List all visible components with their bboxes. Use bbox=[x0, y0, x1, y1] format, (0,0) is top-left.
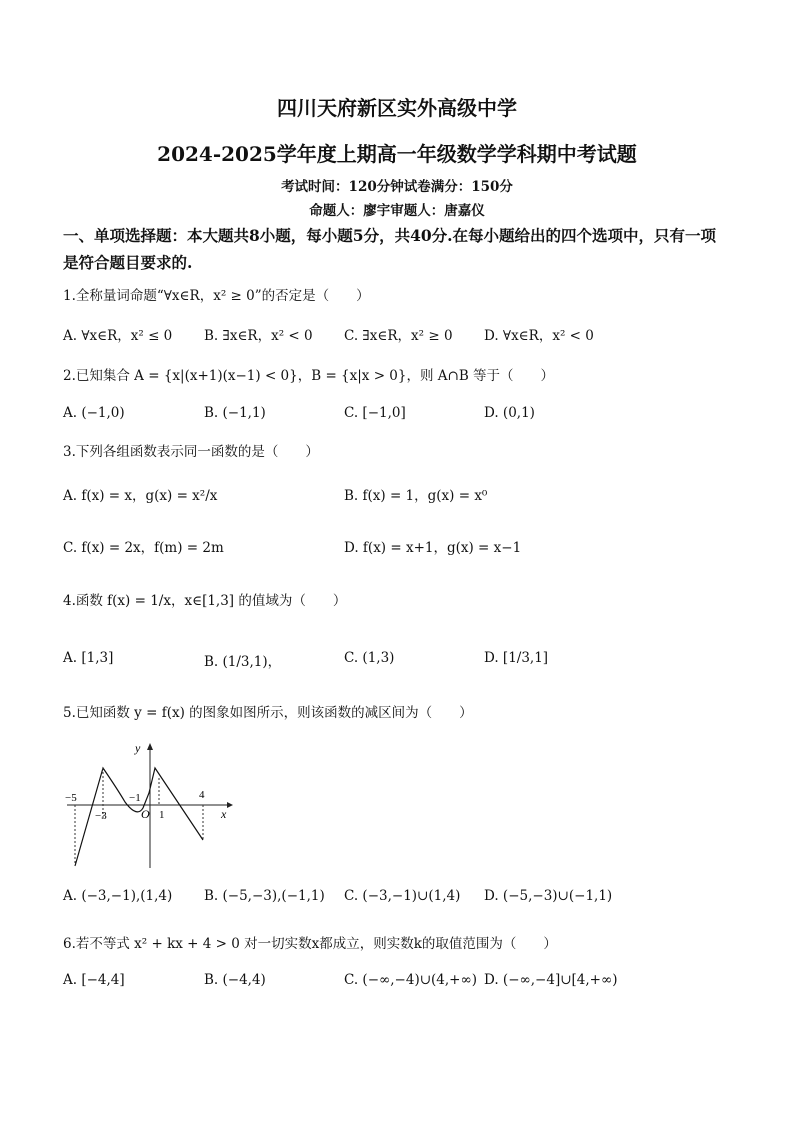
school-name: 四川天府新区实外高级中学 bbox=[277, 96, 517, 120]
question-5-option-c: C. (−3,−1)∪(1,4) bbox=[344, 888, 461, 904]
question-1-option-d: D. ∀x∈R，x² < 0 bbox=[484, 328, 594, 344]
question-3-option-d: D. f(x) = x+1，g(x) = x−1 bbox=[344, 540, 522, 556]
origin-label: O bbox=[141, 807, 150, 821]
question-6-option-d: D. (−∞,−4]∪[4,+∞) bbox=[484, 972, 618, 988]
question-5-option-a: A. (−3,−1),(1,4) bbox=[63, 888, 173, 904]
y-axis-label: y bbox=[135, 741, 141, 755]
question-4-option-b: B. (1/3,1)， bbox=[204, 654, 282, 670]
question-4-option-c: C. (1,3) bbox=[344, 650, 395, 666]
exam-title: 2024-2025学年度上期高一年级数学学科期中考试题 bbox=[157, 142, 637, 166]
question-2-option-c: C. [−1,0] bbox=[344, 405, 406, 421]
tick-neg1: −1 bbox=[129, 792, 141, 804]
tick-1: 1 bbox=[159, 809, 165, 821]
question-5-option-b: B. (−5,−3),(−1,1) bbox=[204, 888, 325, 904]
question-3-stem: 3.下列各组函数表示同一函数的是（ ） bbox=[63, 444, 319, 460]
question-1-option-b: B. ∃x∈R，x² < 0 bbox=[204, 328, 313, 344]
y-axis-arrow-icon bbox=[147, 743, 153, 750]
question-1-option-c: C. ∃x∈R，x² ≥ 0 bbox=[344, 328, 453, 344]
question-1-stem: 1.全称量词命题“∀x∈R，x² ≥ 0”的否定是（ ） bbox=[63, 288, 370, 304]
tick-4: 4 bbox=[199, 789, 205, 801]
question-3-option-b: B. f(x) = 1，g(x) = x⁰ bbox=[344, 488, 488, 504]
tick-neg5: −5 bbox=[65, 792, 77, 804]
section-heading: 一、单项选择题：本大题共8小题，每小题5分，共40分.在每小题给出的四个选项中，只有一项是符合题目要求的. bbox=[63, 226, 717, 272]
question-2-option-a: A. (−1,0) bbox=[63, 405, 125, 421]
question-3-option-c: C. f(x) = 2x，f(m) = 2m bbox=[63, 540, 224, 556]
question-6-option-a: A. [−4,4] bbox=[63, 972, 125, 988]
function-graph bbox=[63, 738, 243, 870]
question-1-option-a: A. ∀x∈R，x² ≤ 0 bbox=[63, 328, 173, 344]
question-6-option-b: B. (−4,4) bbox=[204, 972, 266, 988]
tick-neg3: −3 bbox=[95, 810, 107, 822]
question-5-stem: 5.已知函数 y = f(x) 的图象如图所示，则该函数的减区间为（ ） bbox=[63, 705, 473, 721]
question-3-option-a: A. f(x) = x，g(x) = x²/x bbox=[63, 488, 218, 504]
question-4-stem: 4.函数 f(x) = 1/x，x∈[1,3] 的值域为（ ） bbox=[63, 593, 347, 609]
question-4-option-a: A. [1,3] bbox=[63, 650, 114, 666]
exam-info: 考试时间：120分钟试卷满分：150分 bbox=[281, 179, 513, 195]
x-axis-arrow-icon bbox=[227, 802, 233, 808]
question-5-option-d: D. (−5,−3)∪(−1,1) bbox=[484, 888, 613, 904]
question-2-option-d: D. (0,1) bbox=[484, 405, 535, 421]
question-2-stem: 2.已知集合 A = {x|(x+1)(x−1) < 0}，B = {x|x > 0}，则 A∩B 等于（ ） bbox=[63, 368, 555, 384]
exam-authors: 命题人：廖宇审题人：唐嘉仪 bbox=[309, 203, 485, 219]
question-4-option-d: D. [1/3,1] bbox=[484, 650, 549, 666]
question-6-option-c: C. (−∞,−4)∪(4,+∞) bbox=[344, 972, 477, 988]
question-2-option-b: B. (−1,1) bbox=[204, 405, 266, 421]
question-6-stem: 6.若不等式 x² + kx + 4 > 0 对一切实数x都成立，则实数k的取值范围为（ ） bbox=[63, 936, 557, 952]
x-axis-label: x bbox=[221, 807, 227, 821]
